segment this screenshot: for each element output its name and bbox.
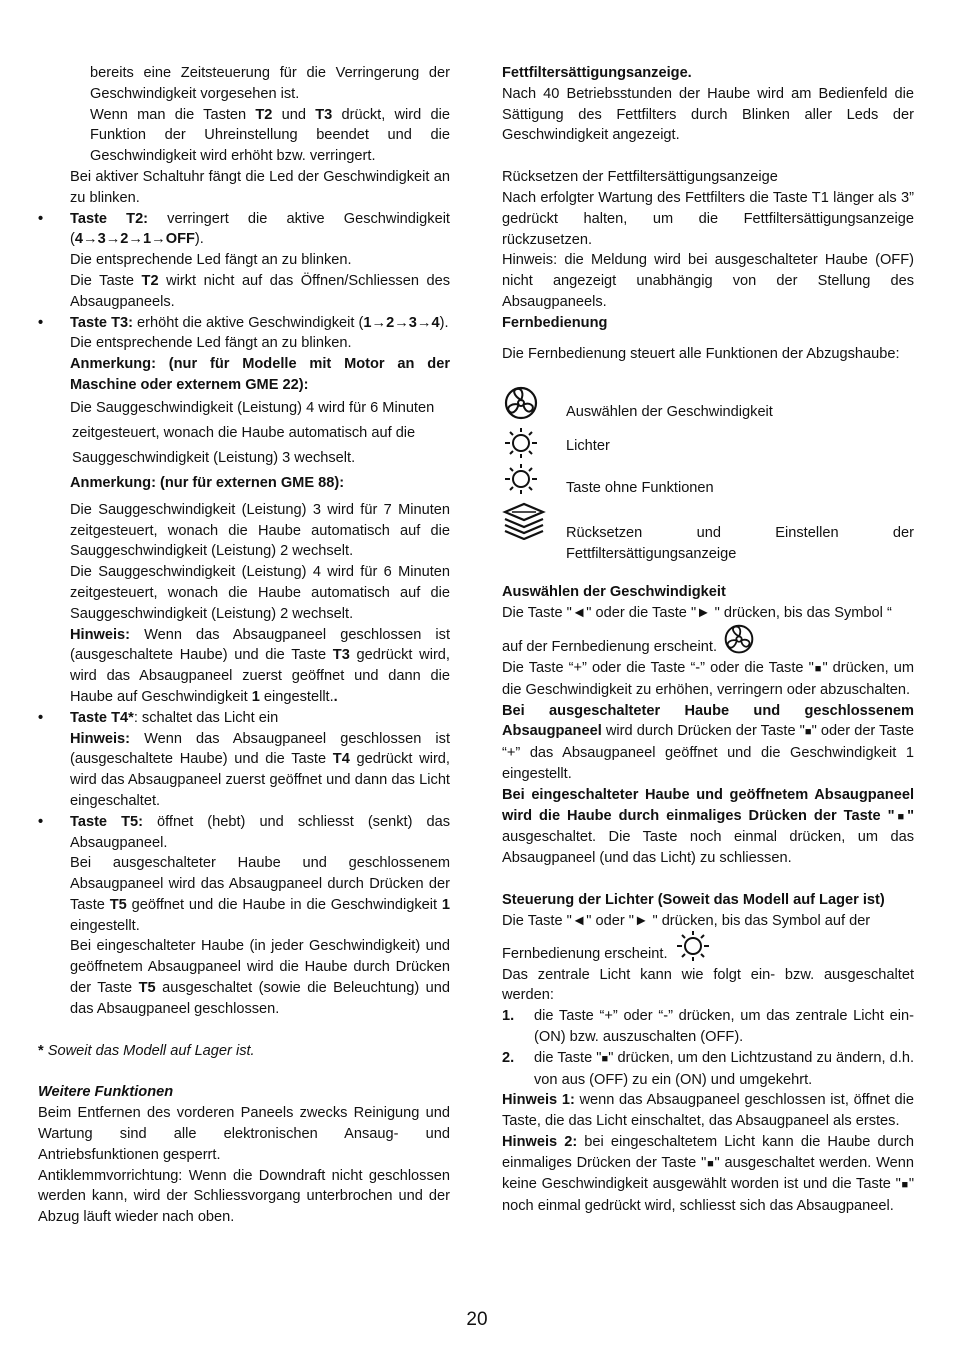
paragraph: Wenn man die Tasten T2 und T3 drückt, wird die Funktion der Uhreinstellung beendet und die Geschwindigkeit wird erhöht bzw. verringert. bbox=[90, 106, 450, 165]
list-item: • Taste T2: verringert die aktive Geschwindigkeit (4→3→2→1→OFF). Die entsprechende Led fängt an zu blinken. Die Taste T2 wirkt nicht auf das Öffnen/Schliessen des Absaugpaneels. bbox=[38, 210, 451, 310]
paragraph: bereits eine Zeitsteuerung für die Verringerung der Geschwindigkeit vorgesehen ist. bbox=[90, 65, 450, 102]
paragraph: Bei eingeschalteter Haube und geöffnetem Absaugpaneel wird die Haube durch einmaliges Drücken der Taste "■" ausgeschaltet. Die Taste noch einmal drücken, um das Absaugpaneel (und das Licht) zu schliessen. bbox=[502, 786, 914, 867]
section-title: Fettfiltersättigungsanzeige. bbox=[502, 65, 692, 81]
light-bulb-icon bbox=[674, 931, 712, 961]
legend-row: Auswählen der Geschwindigkeit bbox=[502, 386, 914, 428]
paragraph: Hinweis 1: wenn das Absaugpaneel geschlossen ist, öffnet die Taste, die das Licht einschaltet, das Absaugpaneel als erstes. bbox=[502, 1092, 914, 1130]
fan-icon bbox=[502, 386, 566, 422]
arrow-left-icon: ◄ bbox=[571, 912, 587, 929]
filter-layers-icon bbox=[502, 502, 566, 540]
legend-row: Taste ohne Funktionen bbox=[502, 464, 914, 502]
paragraph: Hinweis: die Meldung wird bei ausgeschalteter Haube (OFF) nicht angezeigt unabhängig von der Stellung des Absaugpaneels. bbox=[502, 252, 914, 310]
arrow-right-icon: ► bbox=[633, 912, 649, 929]
stop-square-icon: ■ bbox=[804, 726, 812, 739]
stop-square-icon: ■ bbox=[601, 1052, 609, 1065]
page-number: 20 bbox=[466, 1309, 488, 1330]
paragraph: Nach 40 Betriebsstunden der Haube wird am Bedienfeld die Sättigung des Fettfilters durch Blinken aller Leds der Geschwindigkeit angezeigt. bbox=[502, 85, 914, 144]
paragraph: Die Taste "◄" oder die Taste "► " drücken, bis das Symbol “ bbox=[502, 605, 892, 622]
footnote: * Soweit das Modell auf Lager ist. bbox=[38, 1042, 255, 1059]
paragraph: Bei ausgeschalteter Haube und geschlossenem Absaugpaneel wird durch Drücken der Taste "■" oder der Taste “+” das Absaugpaneel geöffnet und die Geschwindigkeit 1 eingestellt. bbox=[502, 702, 915, 782]
light-bulb-icon bbox=[502, 428, 566, 458]
section-title: Rücksetzen der Fettfiltersättigungsanzeige bbox=[502, 169, 778, 186]
left-column bbox=[38, 63, 450, 1228]
paragraph: Die Taste “+” oder die Taste “-” oder die Taste "■" drücken, um die Geschwindigkeit zu erhöhen, verringern oder abzuschalten. bbox=[502, 659, 914, 698]
bullet: • bbox=[38, 709, 44, 726]
paragraph: Die Taste "◄" oder "► " drücken, bis das Symbol auf der bbox=[502, 912, 871, 929]
paragraph: Antiklemmvorrichtung: Wenn die Downdraft nicht geschlossen werden kann, wird der Schliessvorgang unterbrochen und der Abzug läuft wieder nach oben. bbox=[38, 1167, 450, 1226]
section-title: Steuerung der Lichter (Soweit das Modell auf Lager ist) bbox=[502, 891, 885, 908]
paragraph: Hinweis 2: bei eingeschaltetem Licht kann die Haube durch einmaliges Drücken der Taste "■" ausgeschaltet werden. Wenn keine Geschwindigkeit ausgewählt worden ist und die Taste "■" noch einmal gedrückt wird, schliesst sich das Absaugpaneel. bbox=[502, 1133, 914, 1215]
list-item: • Taste T5: öffnet (hebt) und schliesst (senkt) das Absaugpaneel. Bei ausgeschalteter Haube und geschlossenem Absaugpaneel wird das Absaugpaneel durch Drücken der Taste T5 geöffnet und die Haube in die Geschwindigkeit 1 eingestellt. Bei eingeschalteter Haube (in jeder Geschwindigkeit) und geöffnetem Absaugpaneel wird die Haube durch Drücken der Taste T5 ausgeschaltet (sowie die Beleuchtung) und das Absaugpaneel geschlossen. bbox=[38, 813, 451, 1017]
fan-icon bbox=[721, 624, 757, 656]
list-item: 1. die Taste “+” oder “-” drücken, um das zentrale Licht ein- (ON) bzw. auszuschalten (OFF). bbox=[502, 1008, 914, 1045]
paragraph: Nach erfolgter Wartung des Fettfilters die Taste T1 länger als 3” gedrückt halten, um die Fettfiltersättigungsanzeige rückzusetzen. bbox=[502, 189, 914, 248]
legend-row: Lichter bbox=[502, 428, 914, 464]
bullet: • bbox=[38, 210, 44, 227]
arrow-right-icon: ► bbox=[696, 605, 711, 622]
paragraph: Bei aktiver Schaltuhr fängt die Led der Geschwindigkeit an zu blinken. bbox=[70, 168, 450, 206]
arrow-left-icon: ◄ bbox=[571, 605, 587, 622]
stop-square-icon: ■ bbox=[900, 1179, 909, 1192]
stop-square-icon: ■ bbox=[813, 662, 823, 675]
list-item: • Taste T4*: schaltet das Licht ein Hinweis: Wenn das Absaugpaneel geschlossen ist (ausgeschaltete Haube) und die Taste T4 gedrückt wird, wird das Absaugpaneel zuerst geöffnet und dann das Licht eingeschaltet. bbox=[38, 709, 450, 809]
right-column: Fettfiltersättigungsanzeige. Nach 40 Betriebsstunden der Haube wird am Bedienfeld die Sättigung des Fettfilters durch Blinken aller Leds der Geschwindigkeit angezeigt. Rücksetzen der Fettfiltersättigungsanzeige Nach erfolgter Wartung des Fettfilters die Taste T1 länger als 3” gedrückt halten, um die Fettfiltersättigungsanzeige rückzusetzen. Hinweis: die Meldung wird bei ausgeschalteter Haube (OFF) nicht angezeigt unabhängig von der Stellung des Absaugpaneels. Fernbedienung Die Fernbedienung steuert alle Funktionen der Abzugshaube: Auswählen der Geschwindigkeit Lichter Taste ohne Funktionen Rücksetzen und Einstellen der Fettfiltersättigungsanzeige Auswählen der Geschwindigkeit Die Taste "◄" oder die Taste "► " drücken, bis das Symbol “ auf der Fernbedienung erscheint. Die Taste “+” oder die Taste “-” oder die Taste "■" drücken, um die Geschwindigkeit zu erhöhen, verringern oder abzuschalten. Bei ausgeschalteter Haube und geschlossenem Absaugpaneel wird durch Drücken der Taste "■" oder der Taste “+” das Absaugpaneel geöffnet und die Geschwindigkeit 1 eingestellt. Bei eingeschalteter Haube und geöffnetem Absaugpaneel wird die Haube durch einmaliges Drücken der Taste "■" ausgeschaltet. Die Taste noch einmal drücken, um das Absaugpaneel (und das Licht) zu schliessen. Steuerung der Lichter (Soweit das Modell auf Lager ist) Die Taste "◄" oder "► " drücken, bis das Symbol auf der Fernbedienung erscheint. Das zentrale Licht kann wie folgt ein- bzw. ausgeschaltet werden: 1. die Taste “+” oder “-” drücken, um das zentrale Licht ein- (ON) bzw. auszuschalten (OFF). 2. die Taste "■" drücken, um den Lichtzustand zu ändern, d.h. von aus (OFF) zu ein (ON) und umgekehrt. Hinweis 1: wenn das Absaugpaneel geschlossen ist, öffnet die Taste, die das Licht einschaltet, das Absaugpaneel als erstes. Hinweis 2: bei eingeschaltetem Licht kann die Haube durch einmaliges Drücken der Taste "■" ausgeschaltet werden. Wenn keine Geschwindigkeit ausgewählt worden ist und die Taste "■" noch einmal gedrückt wird, schliesst sich das Absaugpaneel. bbox=[502, 63, 914, 1217]
section-title: Auswählen der Geschwindigkeit bbox=[502, 584, 726, 601]
list-item: 2. die Taste "■" drücken, um den Lichtzustand zu ändern, d.h. von aus (OFF) zu ein (ON) und umgekehrt. bbox=[502, 1049, 914, 1088]
stop-square-icon: ■ bbox=[894, 810, 908, 823]
light-bulb-icon bbox=[502, 464, 566, 494]
section-title: Weitere Funktionen bbox=[38, 1084, 174, 1101]
stop-square-icon: ■ bbox=[706, 1157, 715, 1170]
paragraph: Beim Entfernen des vorderen Paneels zwecks Reinigung und Wartung sind alle elektronischen Ansaug- und Antriebsfunktionen gesperrt. bbox=[38, 1105, 450, 1163]
bullet: • bbox=[38, 813, 44, 830]
bullet: • bbox=[38, 314, 44, 331]
section-title: Fernbedienung bbox=[502, 314, 608, 331]
list-item: • Taste T3: erhöht die aktive Geschwindigkeit (1→2→3→4). Die entsprechende Led fängt an zu blinken. Anmerkung: (nur für Modelle mit Motor an der Maschine oder externem GME 22): Die Sauggeschwindigkeit (Leistung) 4 wird für 6 Minuten zeitgesteuert, wonach die Haube automatisch auf die Sauggeschwindigkeit (Leistung) 3 wechselt. Anmerkung: (nur für externen GME 88): Die Sauggeschwindigkeit (Leistung) 3 wird für 7 Minuten zeitgesteuert, wonach die Haube automatisch auf die Sauggeschwindigkeit (Leistung) 2 wechselt. Die Sauggeschwindigkeit (Leistung) 4 wird für 6 Minuten zeitgesteuert, wonach die Haube automatisch auf die Sauggeschwindigkeit (Leistung) 2 wechselt. Hinweis: Wenn das Absaugpaneel geschlossen ist (ausgeschaltete Haube) und die Taste T3 gedrückt wird, wird das Absaugpaneel zuerst geöffnet und dann die Haube auf Geschwindigkeit 1 eingestellt.. bbox=[38, 314, 450, 705]
legend-row: Rücksetzen und Einstellen der Fettfiltersättigungsanzeige bbox=[502, 502, 914, 572]
paragraph: Die Fernbedienung steuert alle Funktionen der Abzugshaube: bbox=[502, 345, 900, 362]
paragraph: Das zentrale Licht kann wie folgt ein- bzw. ausgeschaltet werden: bbox=[502, 966, 914, 1004]
